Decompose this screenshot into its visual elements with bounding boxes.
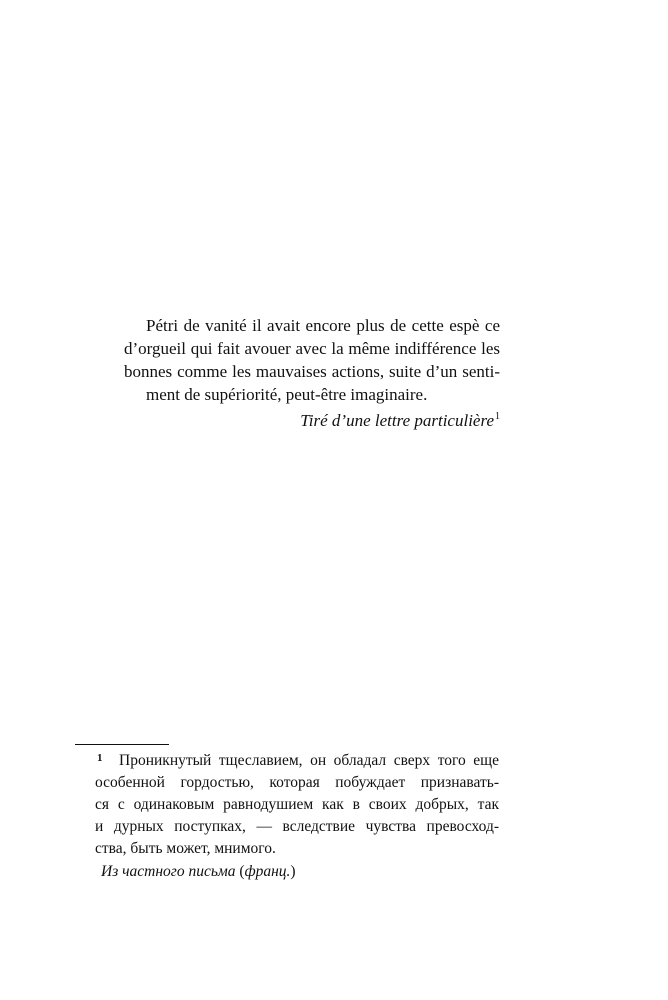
footnote-source-text: Из частного письма [101,863,236,880]
footnote-line: ства, быть может, мнимого. [95,840,276,857]
epigraph-source [124,409,500,432]
footnote-body [95,750,499,884]
footnote-source [101,860,499,884]
footnote [75,750,499,884]
epigraph-line: bonnes comme les mauvaises actions, suite d’un senti- [124,362,500,381]
epigraph-line: ment de supériorité, peut-être imaginaire. [146,385,428,404]
epigraph [124,314,500,432]
footnote-line: особенной гордостью, которая побуждает признавать- [95,774,499,791]
epigraph-source-text: Tiré d’une lettre particulière [300,411,494,430]
epigraph-line: d’orgueil qui fait avouer avec la même indifférence les [124,339,500,358]
footnote-line: ся с одинаковым равнодушием как в своих добрых, так [95,796,499,813]
footnote-source-lang: франц. [244,863,291,880]
footnote-reference[interactable]: 1 [495,411,500,423]
footnote-source-paren-open: ( [235,863,245,880]
footnote-number: 1 [97,752,103,764]
epigraph-line: Pétri de vanité il avait encore plus de cette espè ce [146,316,500,335]
footnote-source-paren-close: ) [290,863,296,880]
footnote-line: и дурных поступках, — вследствие чувства превосход- [95,818,499,835]
footnote-line: Проникнутый тщеславием, он обладал сверх того еще [119,752,499,769]
footnote-divider [75,744,169,745]
